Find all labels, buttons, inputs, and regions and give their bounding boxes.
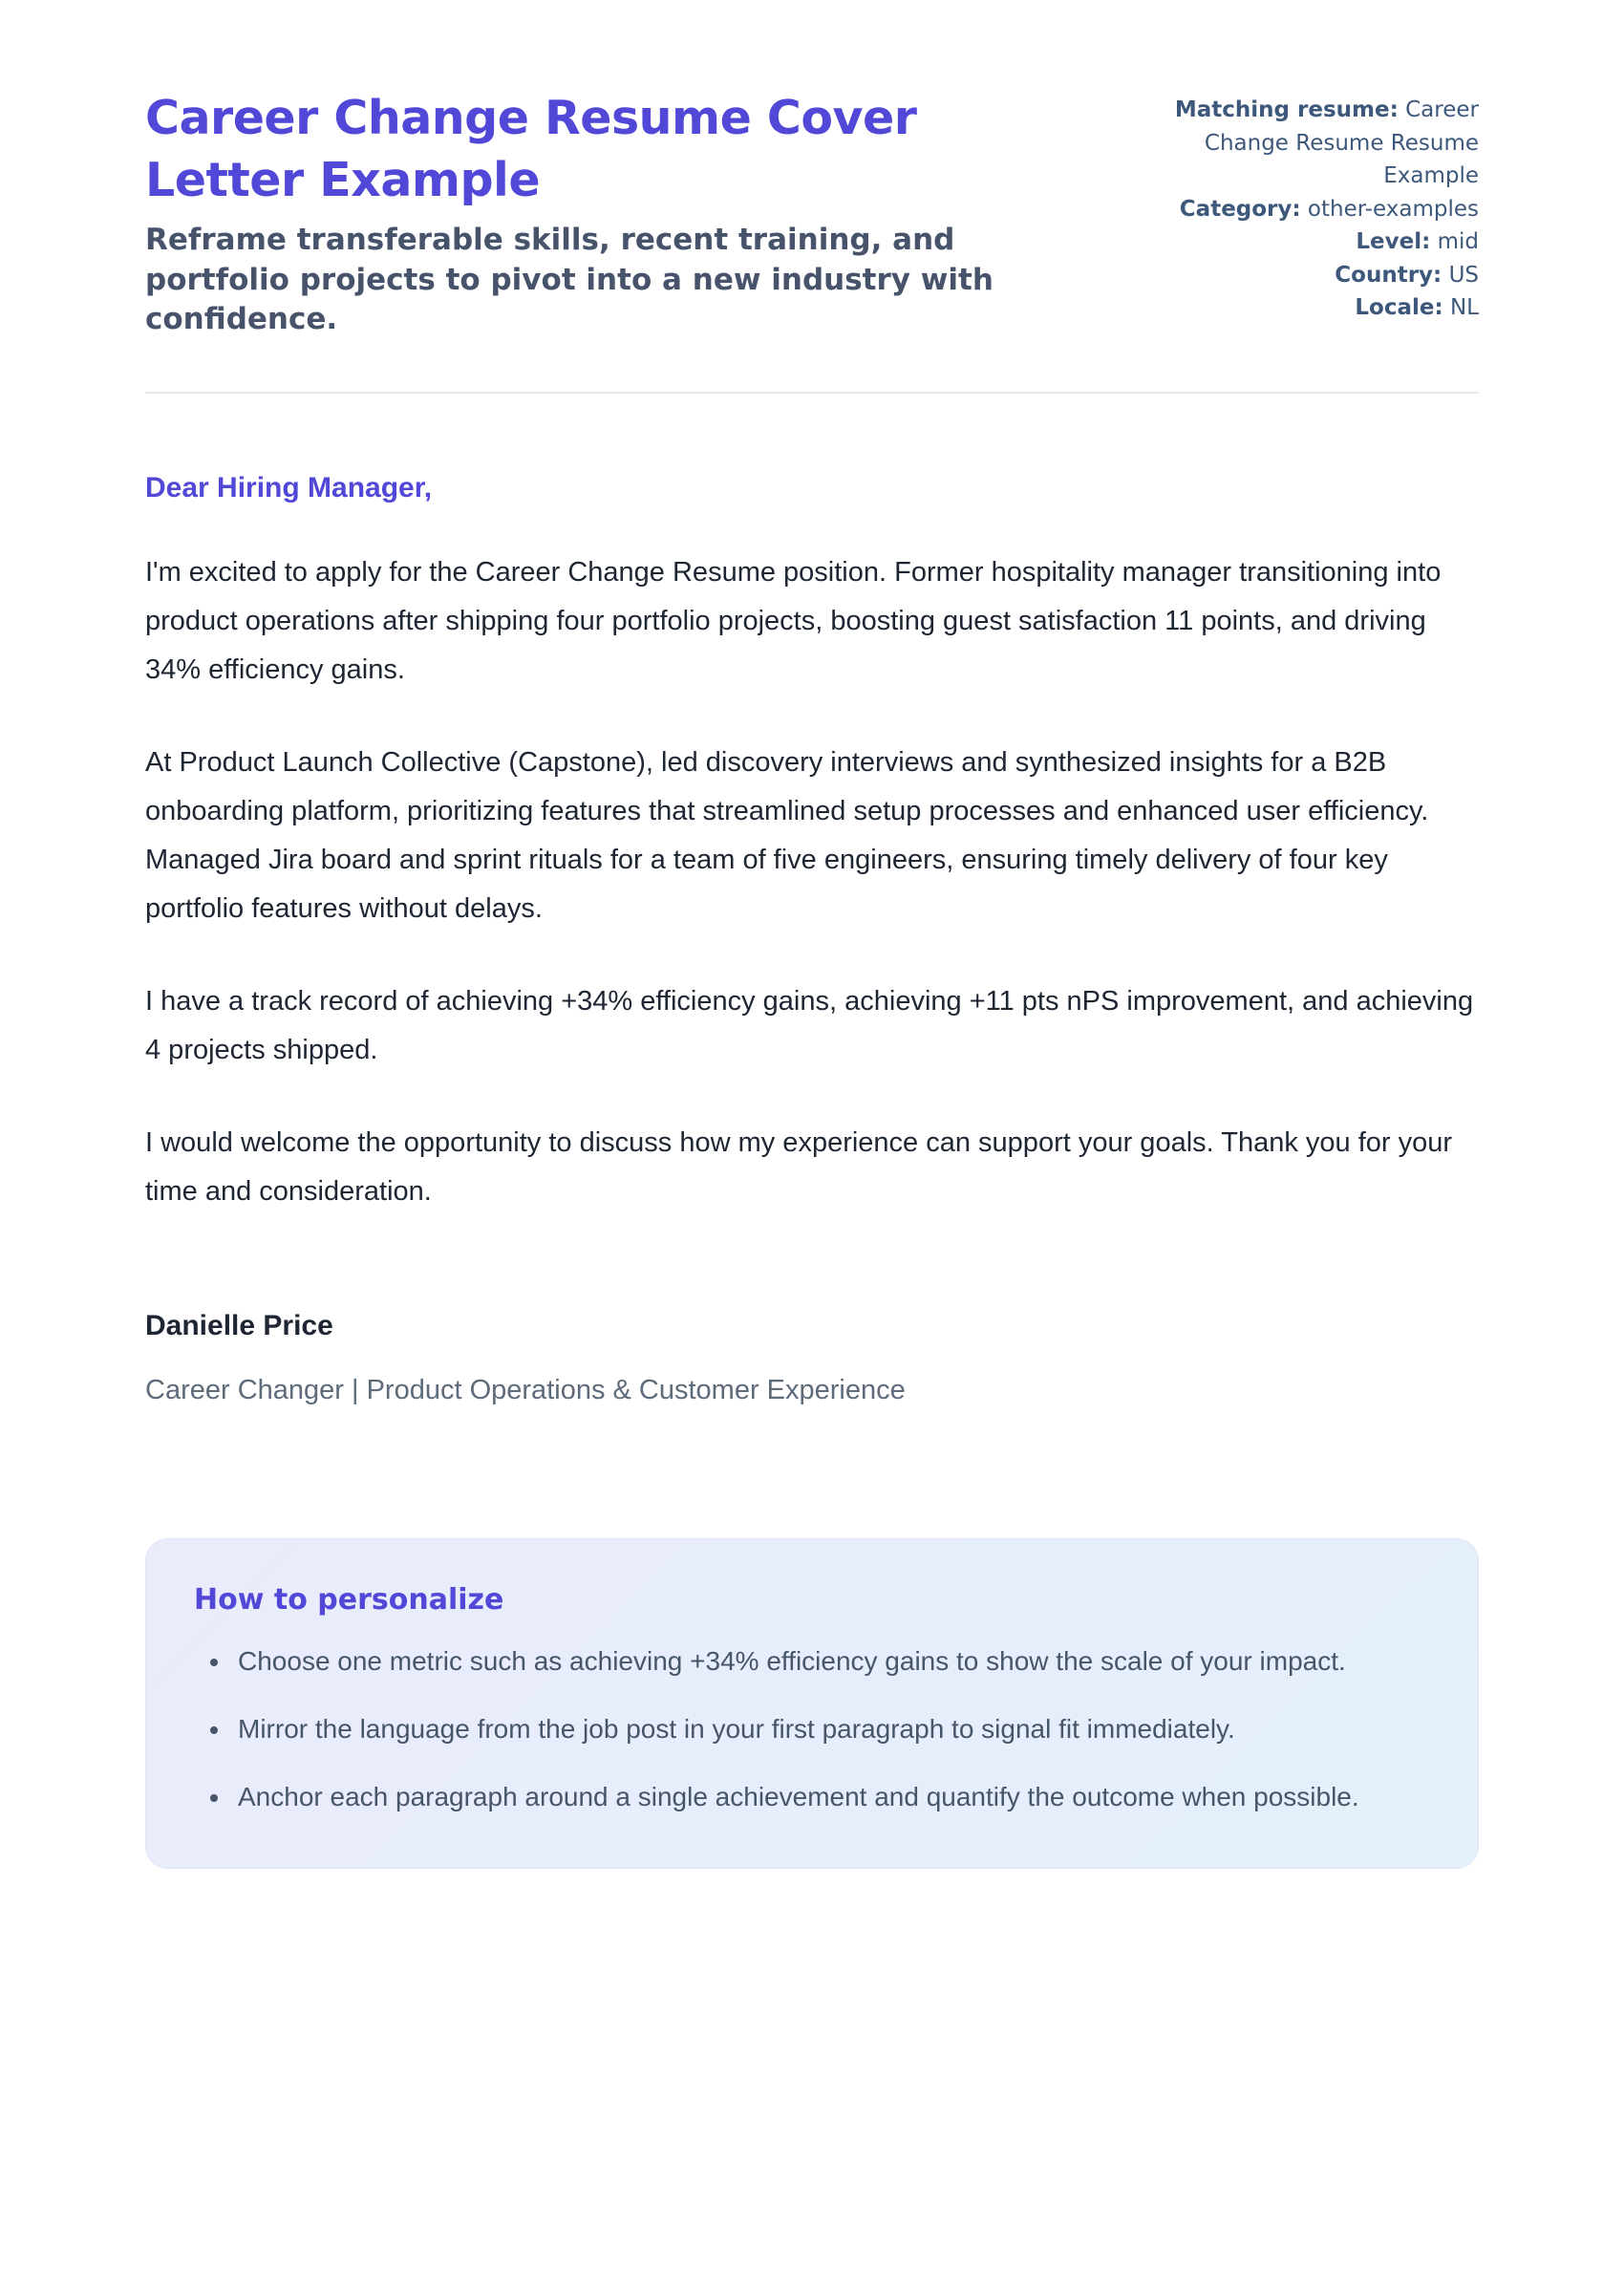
page-subtitle: Reframe transferable skills, recent training, and portfolio projects to pivot into a new industry with confidence. (145, 223, 994, 337)
meta-country-label: Country: (1335, 262, 1442, 288)
tips-list (194, 1638, 1430, 1820)
tip-item-2: • Mirror the language from the job post in your first paragraph to signal fit immediately. (232, 1705, 1430, 1752)
meta-matching-resume-value: Career Change Resume Resume Example (1204, 97, 1479, 188)
header-divider (145, 392, 1479, 394)
letter-paragraph-4: I would welcome the opportunity to discuss how my experience can support your goals. Thank you for your time and consideration. (145, 1127, 1453, 1208)
meta-category (1144, 193, 1479, 226)
signature-name: Danielle Price (145, 1310, 333, 1342)
letter-paragraph-3: I have a track record of achieving +34% efficiency gains, achieving +11 pts nPS improvement, and achieving 4 projects shipped. (145, 986, 1474, 1066)
letter-paragraph-2: At Product Launch Collective (Capstone), led discovery interviews and synthesized insights for a B2B onboarding platform, prioritizing features that streamlined setup processes and enhanced user efficiency. Managed Jira board and sprint rituals for a team of five engineers, ensuring timely delivery of four key portfolio features without delays. (145, 747, 1429, 925)
meta-category-value: other-examples (1307, 196, 1479, 222)
personalization-tips-card (145, 1538, 1479, 1869)
header (145, 88, 1479, 340)
tip-item-3: • Anchor each paragraph around a single achievement and quantify the outcome when possible. (232, 1773, 1430, 1820)
salutation: Dear Hiring Manager, (145, 471, 433, 504)
meta-matching-resume-label: Matching resume: (1174, 97, 1399, 122)
cover-letter (145, 472, 1479, 1406)
meta-locale-label: Locale: (1355, 295, 1443, 320)
signature-title: Career Changer | Product Operations & Customer Experience (145, 1375, 906, 1406)
meta-country (1144, 259, 1479, 292)
letter-paragraph-1: I'm excited to apply for the Career Change Resume position. Former hospitality manager transitioning into product operations after shipping four portfolio projects, boosting guest satisfaction 11 points, and driving 34% efficiency gains. (145, 556, 1442, 685)
meta-panel (1144, 94, 1479, 325)
meta-level (1144, 225, 1479, 259)
header-title-block (145, 88, 1053, 340)
meta-matching-resume (1144, 94, 1479, 193)
meta-level-label: Level: (1356, 229, 1431, 254)
tip-item-1: • Choose one metric such as achieving +34% efficiency gains to show the scale of your impact. (232, 1638, 1430, 1684)
page-title: Career Change Resume Cover Letter Example (145, 91, 917, 207)
meta-country-value: US (1448, 262, 1479, 288)
meta-level-value: mid (1437, 229, 1479, 254)
tips-heading: How to personalize (194, 1583, 504, 1618)
meta-locale (1144, 291, 1479, 325)
meta-category-label: Category: (1179, 196, 1301, 222)
meta-locale-value: NL (1449, 295, 1479, 320)
